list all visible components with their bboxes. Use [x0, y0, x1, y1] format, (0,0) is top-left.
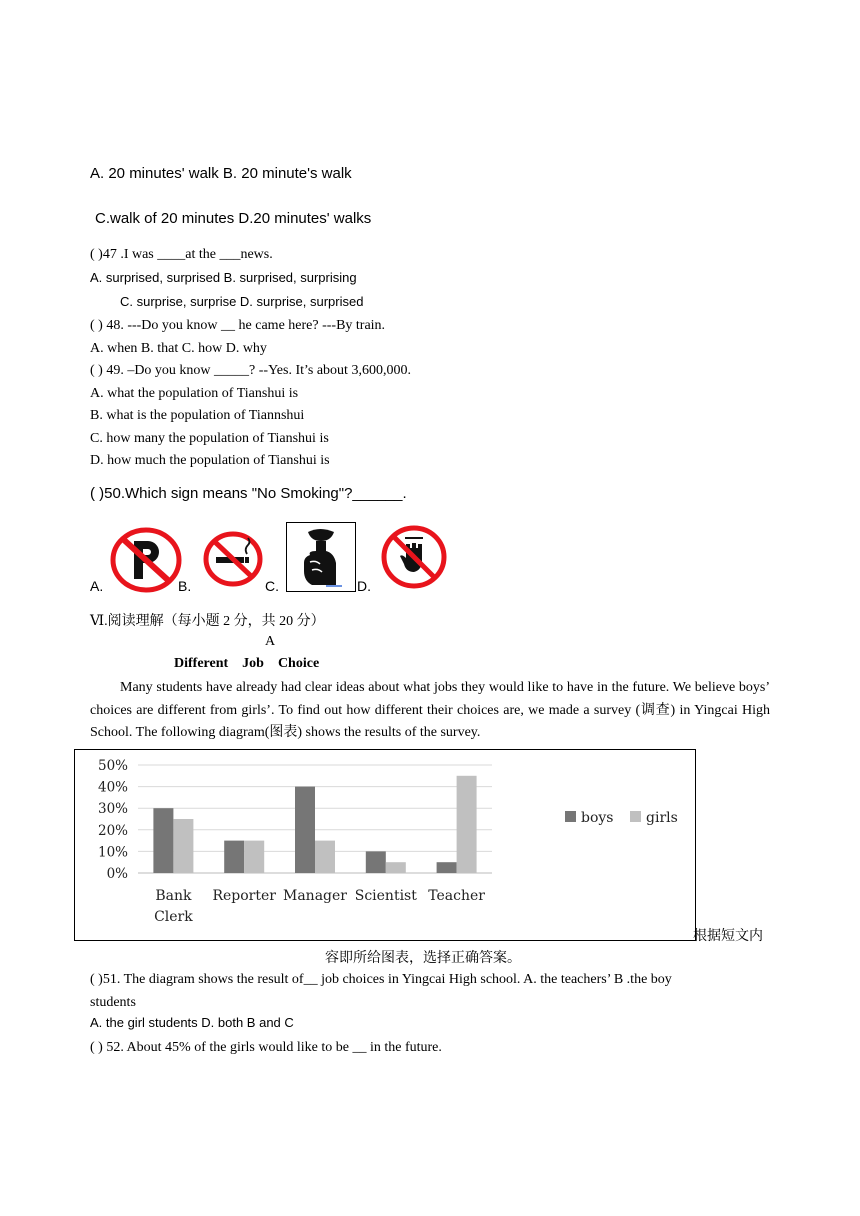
- q49-option-d: D. how much the population of Tianshui is: [90, 453, 330, 468]
- bar-girls: [315, 841, 335, 873]
- legend-swatch-boys: [565, 811, 576, 822]
- bar-boys: [295, 787, 315, 873]
- q47-option-a-b: A. surprised, surprised B. surprised, surprising: [90, 270, 357, 285]
- no-parking-sign-icon: [110, 527, 182, 593]
- bar-girls: [457, 776, 477, 873]
- y-tick-label: 40%: [97, 779, 128, 796]
- y-tick-label: 30%: [97, 801, 128, 818]
- x-tick-label: Manager: [283, 888, 347, 904]
- y-tick-label: 10%: [97, 844, 128, 861]
- bar-girls: [386, 862, 406, 873]
- q47-option-c-d: C. surprise, surprise D. surprise, surprised: [120, 294, 364, 309]
- y-tick-label: 0%: [106, 866, 128, 882]
- q51-stem-continued: students: [90, 995, 136, 1010]
- q50-label-c: C.: [265, 578, 279, 594]
- q51-options: A. the girl students D. both B and C: [90, 1015, 294, 1030]
- bar-boys: [366, 851, 386, 873]
- bar-girls: [244, 841, 264, 873]
- q48-stem: ( ) 48. ---Do you know __ he came here? ---By train.: [90, 318, 386, 333]
- do-not-touch-sign-icon: [380, 524, 448, 590]
- x-tick-label: Bank Clerk: [154, 888, 193, 925]
- q47-stem: ( )47 .I was ____at the ___news.: [90, 247, 273, 262]
- passage-title: Different Job Choice: [174, 656, 320, 671]
- instruction-line2: 容即所给图表，选择正确答案。: [325, 951, 521, 966]
- legend-swatch-girls: [630, 811, 641, 822]
- y-tick-label: 50%: [97, 758, 128, 774]
- passage-paragraph: Many students have already had clear ideas about what jobs they would like to have in the future. We believe boys’ choices are different from girls’. To find out how different their choices are, we made a survey (调查) in Yingcai High School. The following diagram(图表) shows the results of the survey.: [90, 680, 770, 740]
- q51-stem: ( )51. The diagram shows the result of__ job choices in Yingcai High school. A. the teachers’ B .the boy: [90, 972, 672, 987]
- q48-options: A. when B. that C. how D. why: [90, 341, 267, 356]
- legend-label-boys: boys: [581, 810, 614, 826]
- q50-label-a: A.: [90, 578, 104, 594]
- q46-options-line1: A. 20 minutes' walk B. 20 minute's walk: [90, 165, 352, 182]
- q50-stem: ( )50.Which sign means "No Smoking"?______.: [90, 485, 407, 502]
- bar-boys: [224, 841, 244, 873]
- q46-options-line2: C.walk of 20 minutes D.20 minutes' walks: [95, 210, 372, 227]
- legend-label-girls: girls: [646, 810, 678, 826]
- section-heading: Ⅵ.阅读理解（每小题 2 分，共 20 分）: [90, 614, 325, 629]
- bar-boys: [153, 808, 173, 873]
- q50-label-d: D.: [357, 578, 371, 594]
- bar-chart-svg: [75, 750, 695, 940]
- y-tick-label: 20%: [97, 822, 128, 839]
- q49-option-a: A. what the population of Tianshui is: [90, 386, 299, 401]
- x-tick-label: Scientist: [354, 888, 417, 904]
- instruction-right: 根据短文内: [693, 929, 763, 944]
- job-choice-chart: [74, 749, 696, 941]
- passage-part-label: A: [265, 634, 276, 649]
- q49-stem: ( ) 49. –Do you know _____? --Yes. It’s about 3,600,000.: [90, 363, 411, 378]
- q52-stem: ( ) 52. About 45% of the girls would like to be __ in the future.: [90, 1040, 442, 1055]
- x-tick-label: Teacher: [428, 888, 485, 904]
- no-smoking-sign-icon: [203, 530, 263, 588]
- bar-boys: [437, 862, 457, 873]
- q50-label-b: B.: [178, 578, 192, 594]
- q49-option-b: B. what is the population of Tiannshui: [90, 408, 305, 423]
- bar-girls: [173, 819, 193, 873]
- q49-option-c: C. how many the population of Tianshui is: [90, 431, 329, 446]
- x-tick-label: Reporter: [212, 888, 276, 904]
- keep-quiet-sign-icon: [286, 522, 356, 592]
